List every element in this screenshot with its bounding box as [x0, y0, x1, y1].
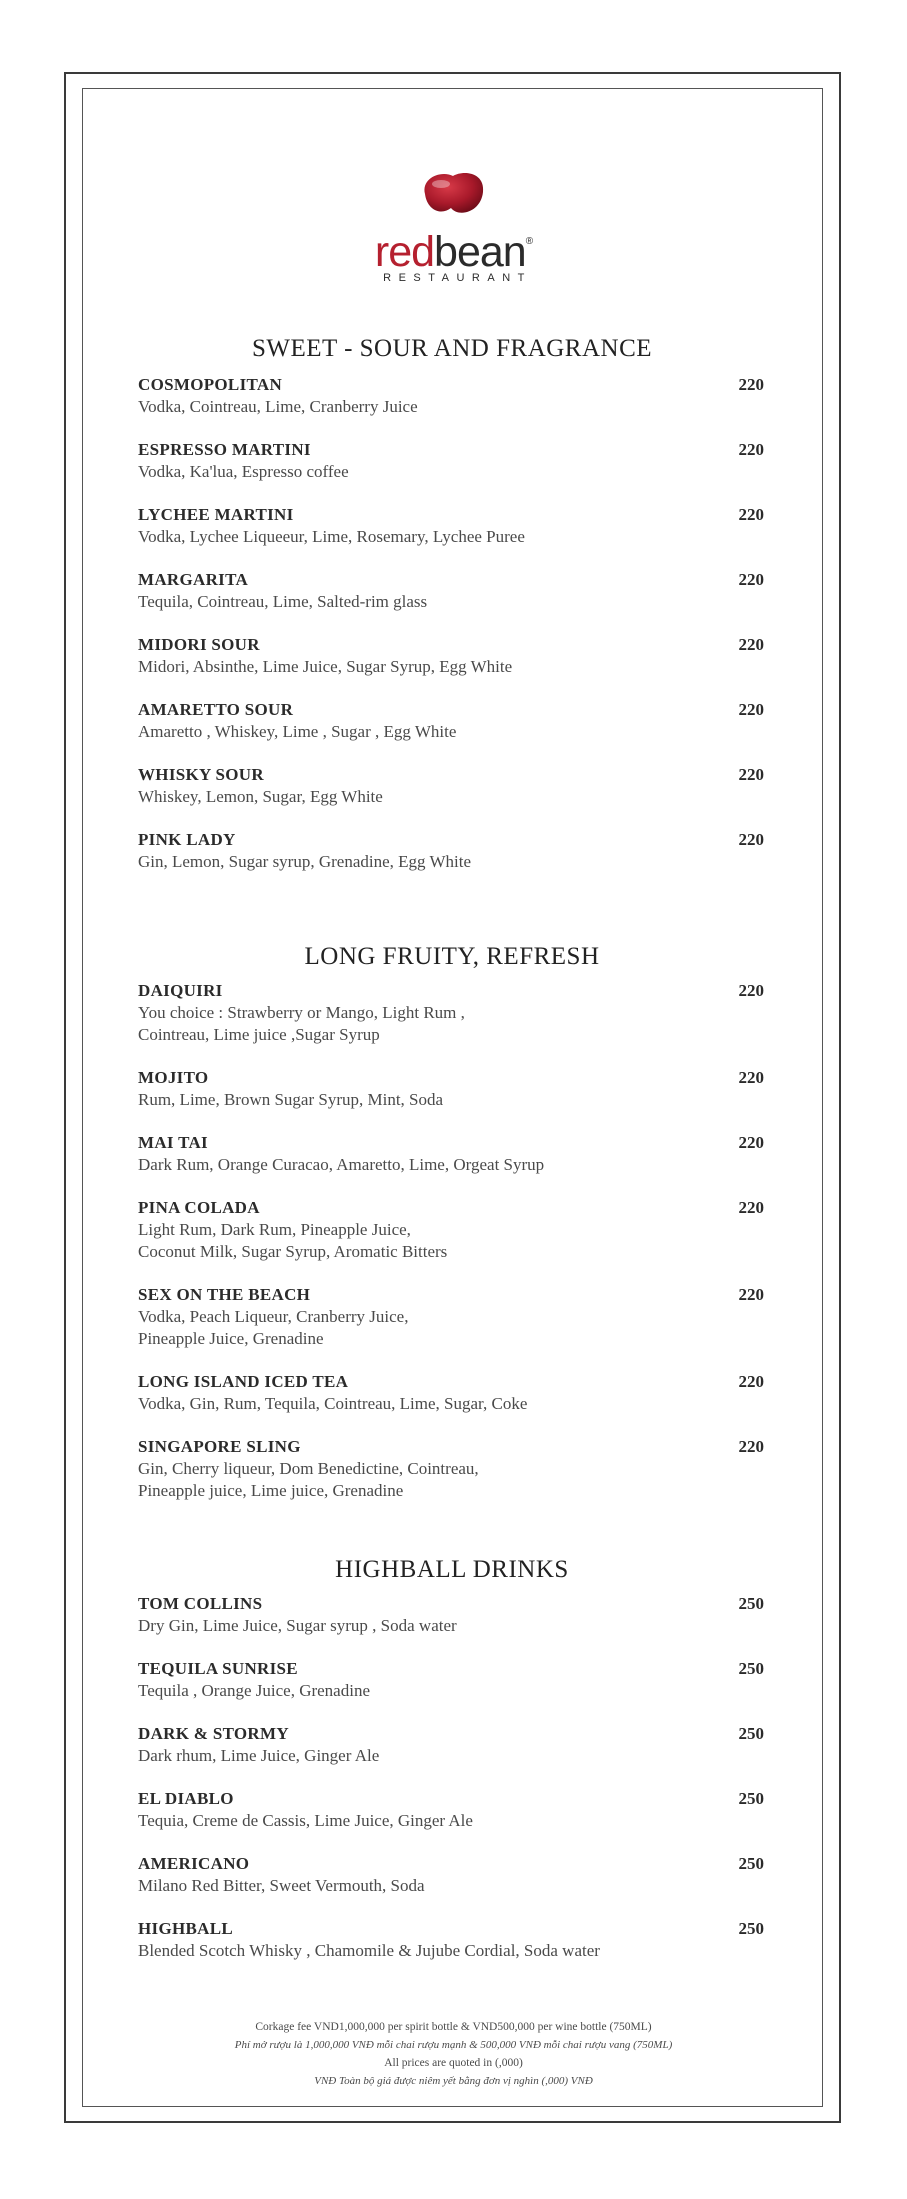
price-unit-note-vi: VNĐ Toàn bộ giá được niêm yết bằng đơn vị nghìn (,000) VNĐ: [314, 2075, 593, 2087]
item-desc: Tequila , Orange Juice, Grenadine: [138, 1681, 370, 1700]
item-name: PINA COLADA: [138, 1198, 260, 1217]
item-desc: Rum, Lime, Brown Sugar Syrup, Mint, Soda: [138, 1090, 444, 1109]
item-desc: Tequia, Creme de Cassis, Lime Juice, Ginger Ale: [138, 1811, 473, 1830]
item-desc: Whiskey, Lemon, Sugar, Egg White: [138, 787, 383, 806]
brand-name-dark: bean: [434, 228, 526, 276]
item-price: 250: [738, 1724, 764, 1743]
item-name: COSMOPOLITAN: [138, 375, 283, 394]
item-price: 250: [738, 1919, 764, 1938]
section-title: SWEET - SOUR AND FRAGRANCE: [251, 335, 653, 362]
menu-item: [138, 569, 766, 613]
section-sweet-sour: [138, 334, 766, 873]
item-name: MIDORI SOUR: [138, 635, 260, 654]
menu-item: [138, 1284, 766, 1350]
item-price: 220: [738, 1372, 764, 1391]
item-name: PINK LADY: [138, 830, 236, 849]
menu-item: [138, 764, 766, 808]
item-price: 250: [738, 1789, 764, 1808]
item-name: SINGAPORE SLING: [138, 1437, 301, 1456]
item-price: 250: [738, 1854, 764, 1873]
item-price: 220: [738, 1198, 764, 1217]
item-desc: Gin, Cherry liqueur, Dom Benedictine, Cointreau,: [138, 1459, 479, 1478]
menu-item: [138, 1723, 766, 1767]
registered-mark: ®: [525, 236, 533, 247]
menu-item: [138, 374, 766, 418]
item-desc: Light Rum, Dark Rum, Pineapple Juice,: [138, 1220, 411, 1239]
item-name: DAIQUIRI: [138, 981, 223, 1000]
brand-name: [0, 220, 907, 274]
menu-item: [138, 634, 766, 678]
item-desc: Vodka, Cointreau, Lime, Cranberry Juice: [138, 397, 418, 416]
menu-item: [138, 829, 766, 873]
brand-name-red: red: [374, 228, 435, 276]
item-price: 220: [738, 635, 764, 654]
menu-item: [138, 1658, 766, 1702]
item-name: WHISKY SOUR: [138, 765, 264, 784]
section-long-fruity: [138, 942, 766, 1502]
item-name: SEX ON THE BEACH: [138, 1285, 311, 1304]
item-name: LONG ISLAND ICED TEA: [138, 1372, 349, 1391]
menu-item: [138, 1436, 766, 1502]
menu-item: [138, 439, 766, 483]
item-desc: Pineapple Juice, Grenadine: [138, 1329, 324, 1348]
item-desc: Pineapple juice, Lime juice, Grenadine: [138, 1481, 404, 1500]
item-desc: Tequila, Cointreau, Lime, Salted-rim glass: [138, 592, 428, 611]
item-desc: Dark rhum, Lime Juice, Ginger Ale: [138, 1746, 380, 1765]
item-price: 220: [738, 375, 764, 394]
item-desc: Amaretto , Whiskey, Lime , Sugar , Egg White: [138, 722, 457, 741]
menu-item: [138, 1918, 766, 1962]
item-name: ESPRESSO MARTINI: [138, 440, 311, 459]
item-price: 220: [738, 1285, 764, 1304]
menu-item: [138, 699, 766, 743]
item-name: HIGHBALL: [138, 1919, 233, 1938]
item-desc: You choice : Strawberry or Mango, Light Rum ,: [138, 1003, 465, 1022]
item-desc: Vodka, Peach Liqueur, Cranberry Juice,: [138, 1307, 409, 1326]
item-price: 250: [738, 1594, 764, 1613]
price-unit-note: All prices are quoted in (,000): [384, 2057, 523, 2069]
menu-item: [138, 1371, 766, 1415]
corkage-fee-note-vi: Phí mở rượu là 1,000,000 VNĐ mỗi chai rượu mạnh & 500,000 VNĐ mỗi chai rượu vang (750ML): [234, 2039, 673, 2051]
section-title: LONG FRUITY, REFRESH: [304, 943, 600, 970]
menu-item: [138, 1067, 766, 1111]
item-price: 220: [738, 505, 764, 524]
item-price: 220: [738, 1068, 764, 1087]
menu-footer: [0, 2018, 907, 2090]
item-desc: Cointreau, Lime juice ,Sugar Syrup: [138, 1025, 380, 1044]
item-price: 220: [738, 830, 764, 849]
item-desc: Coconut Milk, Sugar Syrup, Aromatic Bitters: [138, 1242, 448, 1261]
item-name: MOJITO: [138, 1068, 209, 1087]
section-highball: [138, 1555, 766, 1962]
menu-item: [138, 1853, 766, 1897]
restaurant-logo: [0, 168, 907, 284]
item-name: LYCHEE MARTINI: [138, 505, 294, 524]
menu-item: [138, 980, 766, 1046]
item-desc: Midori, Absinthe, Lime Juice, Sugar Syrup, Egg White: [138, 657, 513, 676]
item-price: 220: [738, 1437, 764, 1456]
item-desc: Milano Red Bitter, Sweet Vermouth, Soda: [138, 1876, 425, 1895]
section-title: HIGHBALL DRINKS: [335, 1556, 569, 1583]
item-desc: Vodka, Ka'lua, Espresso coffee: [138, 462, 349, 481]
brand-subtitle: RESTAURANT: [383, 272, 532, 284]
item-price: 250: [738, 1659, 764, 1678]
item-desc: Dark Rum, Orange Curacao, Amaretto, Lime, Orgeat Syrup: [138, 1155, 545, 1174]
item-price: 220: [738, 981, 764, 1000]
bean-icon: [419, 168, 489, 220]
item-name: DARK & STORMY: [138, 1724, 289, 1743]
item-name: TEQUILA SUNRISE: [138, 1659, 298, 1678]
item-name: AMARETTO SOUR: [138, 700, 294, 719]
item-price: 220: [738, 1133, 764, 1152]
item-price: 220: [738, 440, 764, 459]
item-desc: Dry Gin, Lime Juice, Sugar syrup , Soda water: [138, 1616, 457, 1635]
menu-item: [138, 504, 766, 548]
item-price: 220: [738, 700, 764, 719]
corkage-fee-note: Corkage fee VND1,000,000 per spirit bottle & VND500,000 per wine bottle (750ML): [255, 2021, 652, 2033]
menu-item: [138, 1132, 766, 1176]
item-desc: Blended Scotch Whisky , Chamomile & Jujube Cordial, Soda water: [138, 1941, 600, 1960]
item-desc: Gin, Lemon, Sugar syrup, Grenadine, Egg White: [138, 852, 472, 871]
item-name: MARGARITA: [138, 570, 249, 589]
menu-item: [138, 1197, 766, 1263]
item-price: 220: [738, 570, 764, 589]
item-desc: Vodka, Gin, Rum, Tequila, Cointreau, Lime, Sugar, Coke: [138, 1394, 528, 1413]
item-name: EL DIABLO: [138, 1789, 234, 1808]
item-price: 220: [738, 765, 764, 784]
item-desc: Vodka, Lychee Liqueeur, Lime, Rosemary, Lychee Puree: [138, 527, 525, 546]
menu-item: [138, 1593, 766, 1637]
item-name: AMERICANO: [138, 1854, 250, 1873]
menu-item: [138, 1788, 766, 1832]
item-name: TOM COLLINS: [138, 1594, 263, 1613]
item-name: MAI TAI: [138, 1133, 208, 1152]
